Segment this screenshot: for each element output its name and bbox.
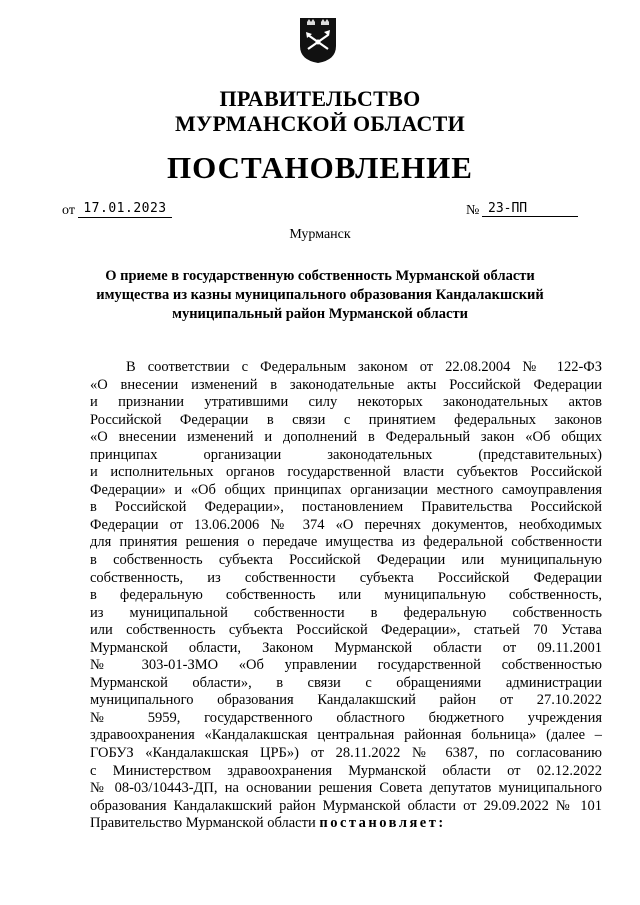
body-line: в Российской Федерации», постановлением Правительства Российской xyxy=(90,499,602,516)
body-line: или собственность субъекта Российской Федерации», статьей 70 Устава xyxy=(90,622,602,639)
body-line: здравоохранения «Кандалакшская центральная районная больница» (далее – xyxy=(90,727,602,744)
body-line: Федерации» и «Об общих принципах организации местного самоуправления xyxy=(90,481,602,498)
document-body xyxy=(90,359,602,833)
body-line: Федерации от 13.06.2006 № 374 «О перечнях документов, необходимых xyxy=(90,516,602,533)
body-line: в федеральную собственность или муниципальную собственность, xyxy=(90,587,602,604)
subject-line: муниципальный район Мурманской области xyxy=(172,306,468,322)
body-line: в собственность субъекта Российской Федерации или муниципальную xyxy=(90,552,602,569)
body-line: ГОБУЗ «Кандалакшская ЦРБ») от 28.11.2022 № 6387, по согласованию xyxy=(90,745,602,762)
body-line: «О внесении изменений и дополнений в Федеральный закон «Об общих xyxy=(90,429,602,446)
city: Мурманск xyxy=(289,227,351,242)
body-line: № 08-03/10443-ДП, на основании решения Совета депутатов муниципального xyxy=(90,780,602,797)
government-name-line1: ПРАВИТЕЛЬСТВО xyxy=(219,86,421,111)
subject-line: О приеме в государственную собственность Мурманской области xyxy=(105,268,535,284)
body-line: Мурманской области, Законом Мурманской области от 09.11.2001 xyxy=(90,639,602,656)
body-line: муниципального образования Кандалакшский район от 27.10.2022 xyxy=(90,692,602,709)
coat-of-arms-icon xyxy=(298,16,338,64)
body-line: Российской Федерации в связи с принятием федеральных законов xyxy=(90,411,602,428)
subject-line: имущества из казны муниципального образования Кандалакшский xyxy=(96,287,544,303)
document-subject xyxy=(60,267,580,324)
body-line: для принятия решения о передаче имущества из федеральной собственности xyxy=(90,534,602,551)
resolution-verb: постановляет: xyxy=(319,815,446,832)
resolution-subject: Правительство Мурманской области xyxy=(90,815,316,832)
body-line: образования Кандалакшский район Мурманской области от 29.09.2022 № 101 xyxy=(90,797,602,814)
body-line: собственность, из собственности субъекта Российской Федерации xyxy=(90,569,602,586)
body-line: «О внесении изменений в законодательные акты Российской Федерации xyxy=(90,376,602,393)
body-line: № 303-01-ЗМО «Об управлении государственной собственностью xyxy=(90,657,602,674)
body-line: и исполнительных органов государственной власти субъектов Российской xyxy=(90,464,602,481)
government-name-line2: МУРМАНСКОЙ ОБЛАСТИ xyxy=(174,111,466,136)
document-type-title: ПОСТАНОВЛЕНИЕ xyxy=(167,150,473,185)
body-line: принципах организации законодательных (представительных) xyxy=(90,446,602,463)
body-line: № 5959, государственного областного бюджетного учреждения xyxy=(90,709,602,726)
date-prefix: от xyxy=(62,203,75,218)
resolution-line xyxy=(90,815,602,833)
number-prefix: № xyxy=(466,203,480,218)
document-number: 23-ПП xyxy=(482,200,578,217)
body-line: и признании утратившими силу некоторых законодательных актов xyxy=(90,394,602,411)
body-line: из муниципальной собственности в федеральную собственность xyxy=(90,604,602,621)
body-line: с Министерством здравоохранения Мурманской области от 02.12.2022 xyxy=(90,762,602,779)
body-line: Мурманской области», в связи с обращениями администрации xyxy=(90,674,602,691)
document-date: 17.01.2023 xyxy=(78,200,172,218)
body-line: В соответствии с Федеральным законом от 22.08.2004 № 122-ФЗ xyxy=(126,359,602,375)
